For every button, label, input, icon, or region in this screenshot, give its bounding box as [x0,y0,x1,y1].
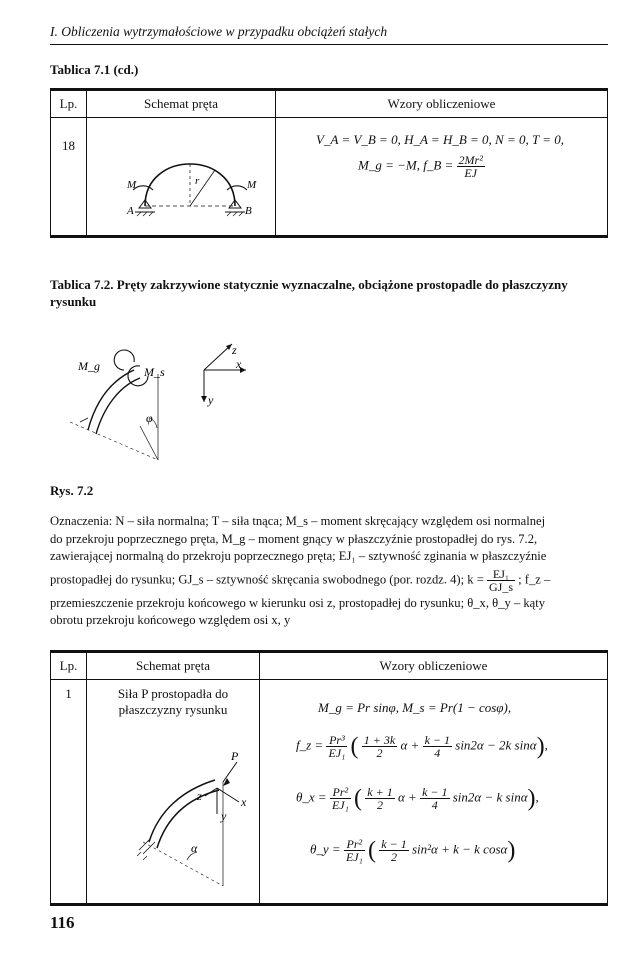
f3-c-num: Pr² [330,786,351,799]
fig-label-x: x [236,357,242,371]
f2-c-den: EJ₁ [328,746,346,760]
figure-7-2 [60,330,260,470]
col-wzory: Wzory obliczeniowe [276,90,608,118]
table72 [50,650,608,906]
label-M-right: M [247,179,257,191]
row-schemat [87,118,276,237]
f2-mid: α + [400,737,420,753]
f4-a-num: k − 1 [381,837,407,851]
para-line-3: zawierającej normalną do przekroju poprzecznego pręta; EJ₁ – sztywność zginania w płaszczyźnie [50,549,547,563]
row72-label-P: P [231,749,239,763]
para-k-den: GJ_s [488,579,513,594]
table71 [50,88,608,238]
fig-label-z: z [232,343,237,357]
row72-lp: 1 [51,680,87,905]
row72-label-x: x [241,795,247,809]
notation-paragraph [50,513,610,630]
f3-tail: sin2α − k sinα [452,789,528,805]
formula-1: M_g = Pr sinφ, M_s = Pr(1 − cosφ), [318,700,512,715]
f2-lhs: f_z = [296,737,324,753]
f2-b-den: 4 [434,746,441,760]
label-r: r [195,175,200,187]
para-k-num: EJ₁ [487,568,515,581]
para-line-4-post: ; f_z – [518,571,551,586]
row72-label-z: z [197,789,202,803]
col72-lp: Lp. [51,652,87,680]
row72-label-alpha: α [191,841,198,855]
label-A: A [127,205,134,217]
arch-diagram [87,118,275,231]
col72-schemat: Schemat pręta [87,652,260,680]
f3-b-num: k − 1 [422,785,448,799]
formula71-line1: V_A = V_B = 0, H_A = H_B = 0, N = 0, T = 0, [316,132,565,147]
fig-label-phi: φ [146,411,153,425]
para-line-5: przemieszczenie przekroju końcowego w kierunku osi z, prostopadłej do rysunku; θ_x, θ_y – kąty [50,595,546,610]
f3-a-num: k + 1 [367,785,393,799]
page-number: 116 [50,913,75,932]
f2-c-num: Pr³ [326,734,347,747]
figure-caption: Rys. 7.2 [50,483,94,498]
row-lp: 18 [51,118,87,237]
label-M-left: M [127,179,137,191]
f2-a-den: 2 [376,746,383,760]
f4-a-den: 2 [390,850,397,864]
f4-lhs: θ_y = [310,841,341,857]
f2-b-num: k − 1 [424,733,451,747]
formula71-line2-lhs: M_g = −M, f_B = [358,157,454,173]
f2-a-num: 1 + 3k [363,733,396,747]
table71-caption: Tablica 7.1 (cd.) [50,62,139,77]
f2-tail: sin2α − 2k sinα [455,737,537,753]
col-lp: Lp. [51,90,87,118]
f3-lhs: θ_x = [296,789,327,805]
formula-3: θ_x = $\frac{\text{Pr²}}{\text{EJ₁}}$ ( $\frac{k + 1}{2}$ α + $\frac{k - 1}{4}$ sin2α − k sinα), [296,785,539,812]
f3-c-den: EJ₁ [331,798,349,812]
running-header: I. Obliczenia wytrzymałościowe w przypadku obciążeń stałych [50,24,388,39]
para-line-6: obrotu przekroju końcowego względem osi x, y [50,613,291,627]
fig-label-Mg: M_g [78,359,100,373]
row72-schemat [87,680,260,905]
fig-label-y: y [208,393,214,407]
header-rule [50,44,608,45]
para-line-1: Oznaczenia: N – siła normalna; T – siła tnąca; M_s – moment skręcający względem osi normalnej [50,514,546,528]
table72-caption: Tablica 7.2. Pręty zakrzywione statycznie wyznaczalne, obciążone prostopadle do płaszczyzny rysunku [50,277,568,309]
col-schemat: Schemat pręta [87,90,276,118]
formula-2: f_z = $\frac{\text{Pr³}}{\text{EJ₁}}$ ( $\frac{1 + 3k}{2}$ α + $\frac{k - 1}{4}$ sin2α − 2k sinα), [296,733,548,760]
para-line-2: do przekroju poprzecznego pręta, M_g – moment gnący w płaszczyźnie prostopadłej do rys. 7.2, [50,531,538,546]
formula71-den: EJ [464,166,477,180]
label-B: B [245,205,252,217]
row72-desc: Siła P prostopadła do płaszczyzny rysunku [117,686,229,717]
f3-a-den: 2 [376,798,383,812]
curved-bar-diagram [87,730,259,900]
fig-label-Ms: M_s [144,365,165,379]
formula-4: θ_y = $\frac{\text{Pr²}}{\text{EJ₁}}$ ( $\frac{k - 1}{2}$ sin²α + k − k cosα) [310,837,516,864]
row72-label-y: y [221,809,227,823]
para-line-4-pre: prostopadłej do rysunku; GJ_s – sztywność skręcania swobodnego (por. rozdz. 4); k = [50,571,484,586]
f3-mid: α + [397,789,417,805]
f4-tail: sin²α + k − k cosα [411,841,508,857]
formula71-num: 2Mr² [458,153,483,167]
row72-wzory [260,680,608,905]
col72-wzory: Wzory obliczeniowe [260,652,608,680]
f3-b-den: 4 [431,798,438,812]
f4-c-den: EJ₁ [345,850,363,864]
f4-c-num: Pr² [344,838,365,851]
row-wzory [276,118,608,237]
